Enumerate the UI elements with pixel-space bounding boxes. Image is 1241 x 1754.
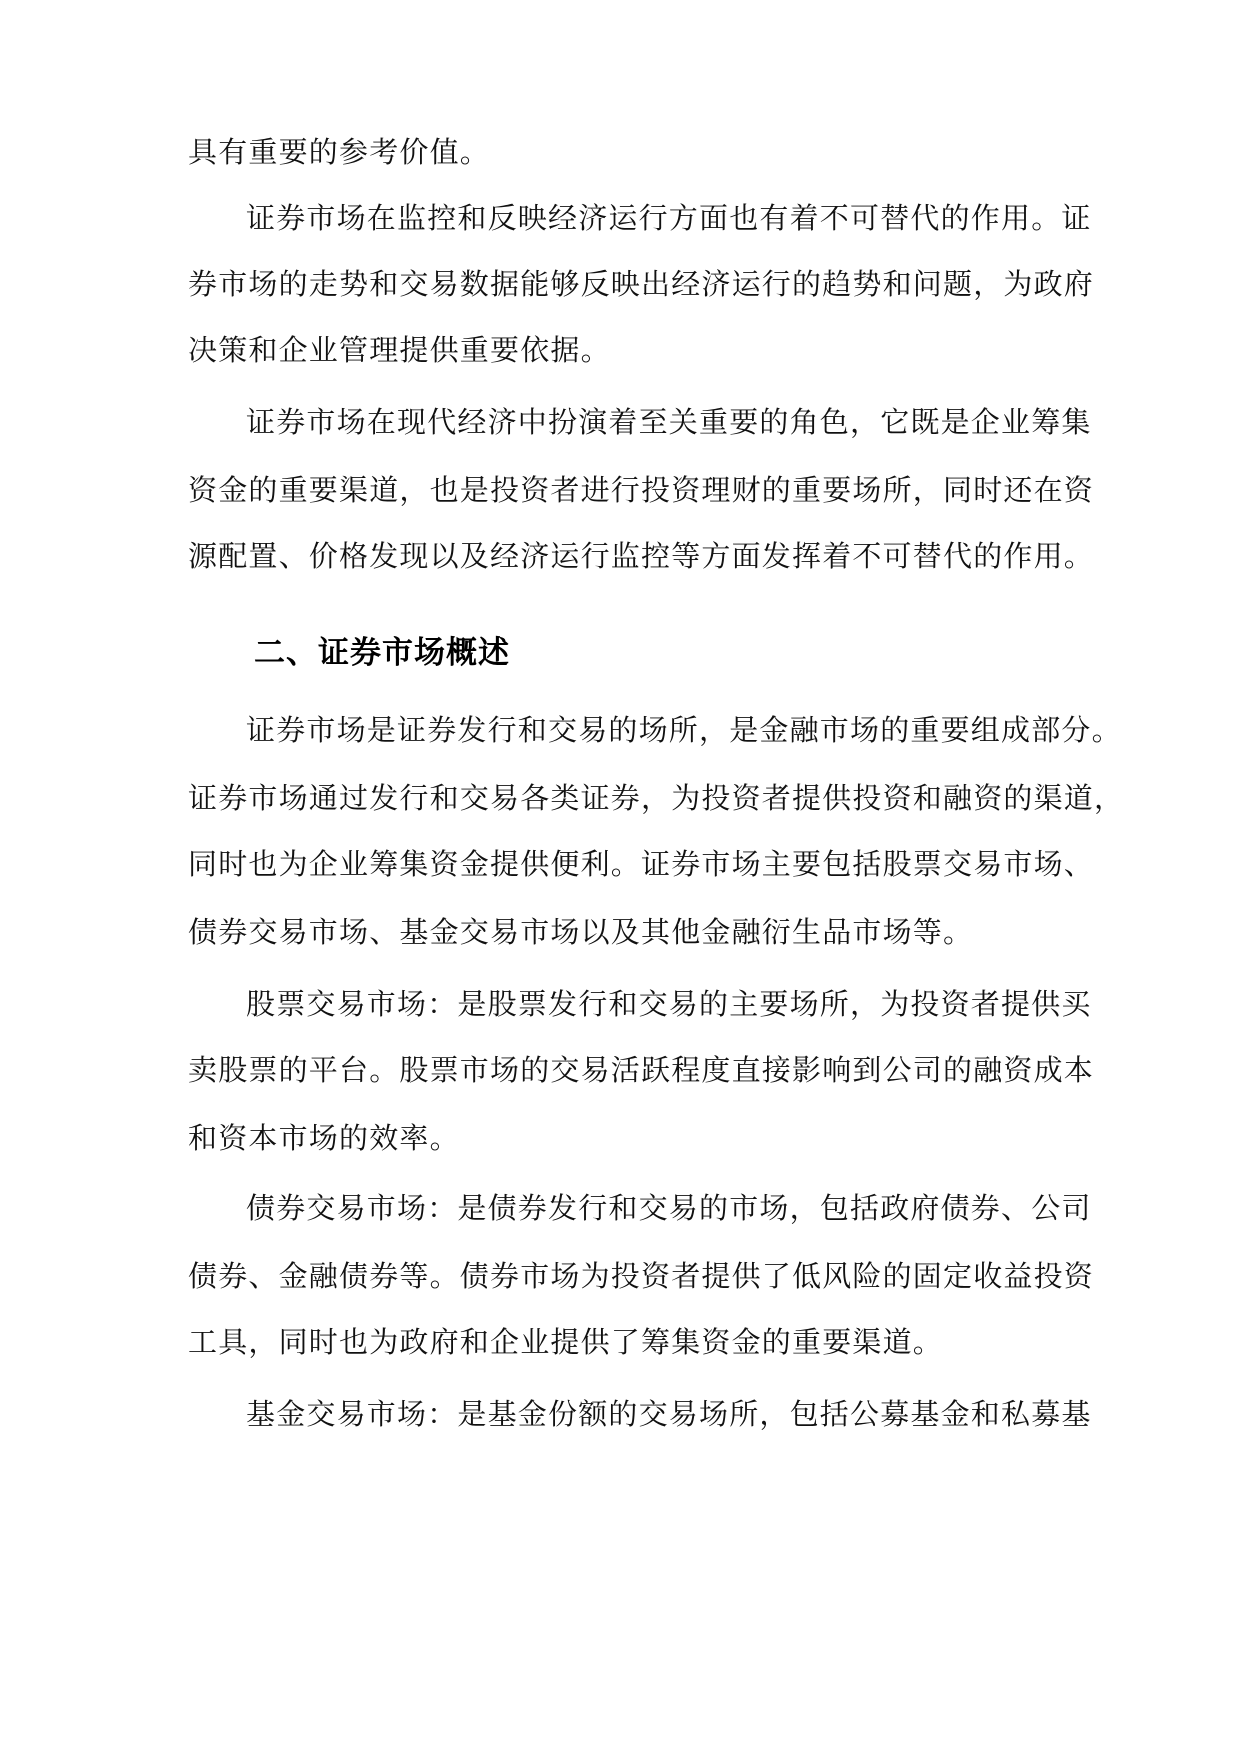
- paragraph-line: 证券市场是证券发行和交易的场所，是金融市场的重要组成部分。: [246, 713, 1122, 747]
- paragraph-line: 资金的重要渠道，也是投资者进行投资理财的重要场所，同时还在资: [188, 473, 1095, 507]
- paragraph-line: 股票交易市场：是股票发行和交易的主要场所，为投资者提供买: [246, 987, 1092, 1021]
- paragraph-line: 决策和企业管理提供重要依据。: [188, 333, 611, 367]
- paragraph-line: 基金交易市场：是基金份额的交易场所，包括公募基金和私募基: [246, 1397, 1092, 1431]
- paragraph-line: 债券交易市场：是债券发行和交易的市场，包括政府债券、公司: [246, 1191, 1092, 1225]
- section-heading: 二、证券市场概述: [254, 635, 510, 671]
- paragraph-line: 工具，同时也为政府和企业提供了筹集资金的重要渠道。: [188, 1325, 944, 1359]
- paragraph-line: 债券、金融债券等。债券市场为投资者提供了低风险的固定收益投资: [188, 1259, 1095, 1293]
- paragraph-line: 证券市场在监控和反映经济运行方面也有着不可替代的作用。证: [246, 201, 1092, 235]
- paragraph-line: 证券市场通过发行和交易各类证券，为投资者提供投资和融资的渠道，: [188, 781, 1125, 815]
- paragraph-line: 和资本市场的效率。: [188, 1121, 460, 1155]
- paragraph-line: 卖股票的平台。股票市场的交易活跃程度直接影响到公司的融资成本: [188, 1053, 1095, 1087]
- paragraph-line: 源配置、价格发现以及经济运行监控等方面发挥着不可替代的作用。: [188, 539, 1095, 573]
- paragraph-line: 证券市场在现代经济中扮演着至关重要的角色，它既是企业筹集: [246, 405, 1092, 439]
- paragraph-line: 债券交易市场、基金交易市场以及其他金融衍生品市场等。: [188, 915, 974, 949]
- paragraph-line: 同时也为企业筹集资金提供便利。证券市场主要包括股票交易市场、: [188, 847, 1095, 881]
- paragraph-line: 券市场的走势和交易数据能够反映出经济运行的趋势和问题，为政府: [188, 267, 1095, 301]
- paragraph-line: 具有重要的参考价值。: [188, 135, 491, 169]
